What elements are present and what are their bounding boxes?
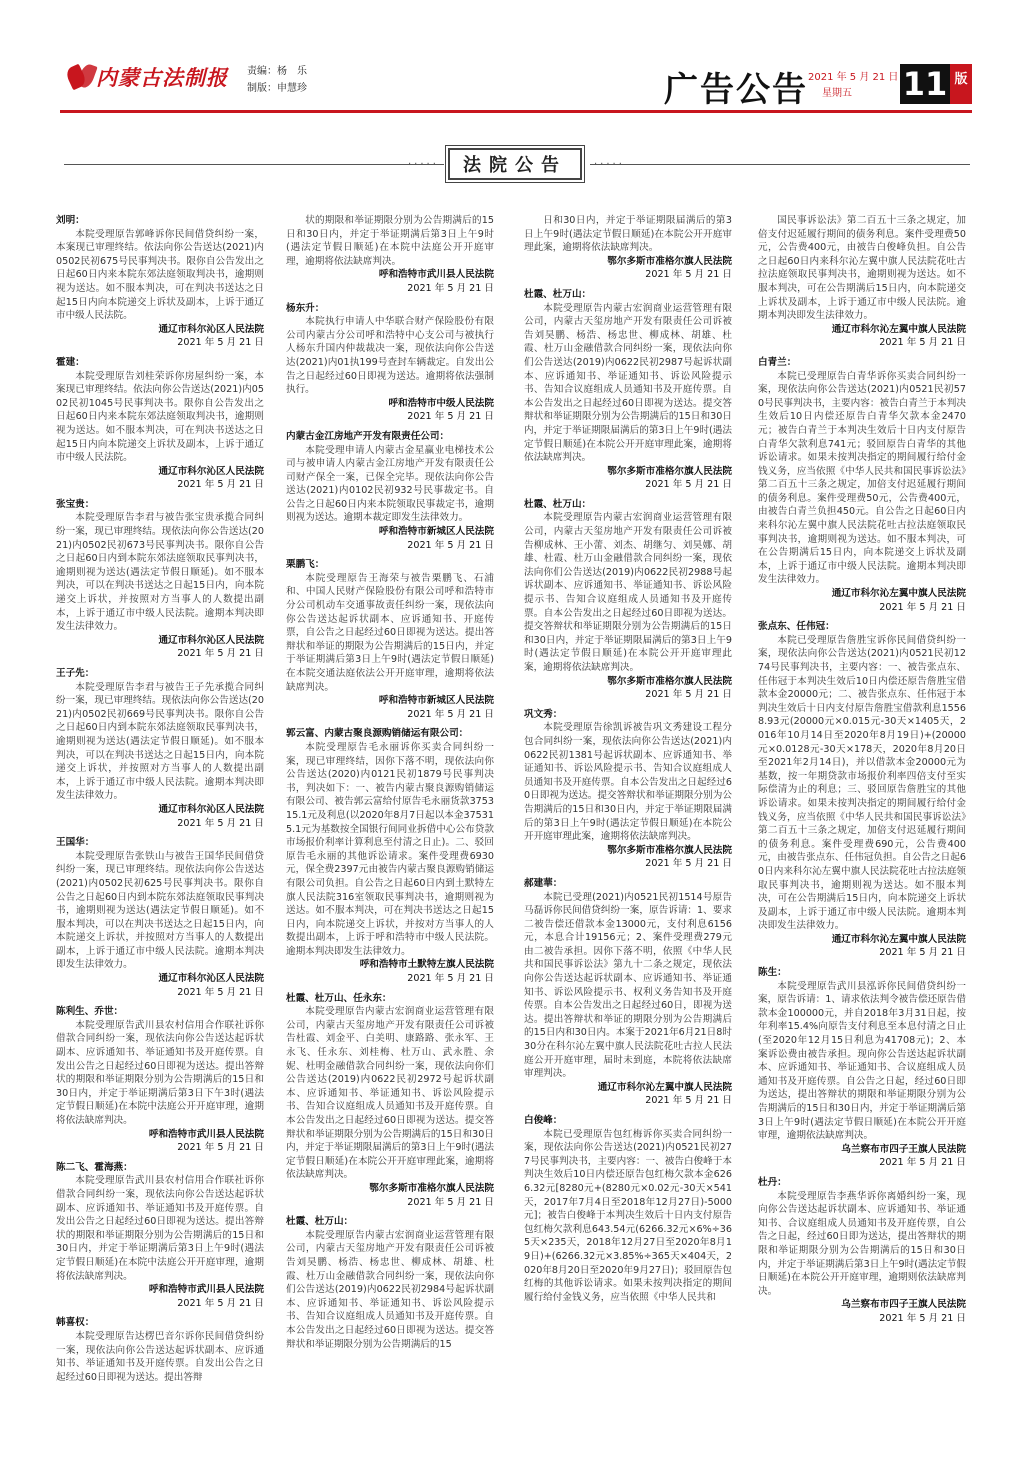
- notice-body: 本院受理申请人内蒙古金星赢业电梯技术公司与被申请人内蒙古金江房地产开发有限责任公司财产保全一案，已保全完毕。现依法向你公告送达(2021)内0102民初932号民事裁定书。自公告之日起60日内来本院领取民事裁定书，逾期则视为送达。逾期本裁定即发生法律效力。: [286, 444, 494, 524]
- column-2: [286, 214, 494, 1474]
- court-notice: [286, 558, 494, 721]
- notice-body: 本院受理原告毛永丽诉你买卖合同纠纷一案，现已审理终结，因你下落不明，现依法向你公告送达(2020)内0121民初1879号民事判决书，判决如下：一、被告内蒙古聚良源购销储运有限公司、被告郭云富给付原告毛永丽货款375315.1元及利息(以2020年8月7日起以本金375315.1元为基数按全国银行间同业拆借中心公布贷款市场报价利率计算利息至付清之日止)。二、驳回原告毛永丽的其他诉讼请求。案件受理费6930元，保全费2397元由被告内蒙古聚良源购销储运有限公司负担。自公告之日起60日内到土默特左旗人民法院316室领取民事判决书，逾期则视为送达。如不服本判决，可在判决书送达之日起15日内，向本院递交上诉状，并按对方当事人的人数提出副本，上诉于呼和浩特市中级人民法院。逾期本判决即发生法律效力。: [286, 741, 494, 957]
- court-notice: [524, 708, 732, 871]
- notice-addressee: 张宝贵：: [56, 498, 95, 510]
- issue-date-box: [808, 70, 899, 104]
- notice-court: 呼和浩特市中级人民法院: [388, 397, 494, 409]
- court-notice: [758, 966, 966, 1170]
- court-notice: [524, 498, 732, 702]
- court-notice: [524, 288, 732, 492]
- notice-body: 状的期限和举证期限分别为公告期满后的15日和30日内，并定于举证期满后第3日上午9时(遇法定节假日顺延)在本院中法庭公开开庭审理，逾期将依法缺席判决。: [286, 215, 494, 267]
- notice-date: 2021 年 5 月 21 日: [879, 1312, 966, 1324]
- court-notice: [758, 356, 966, 614]
- banner-dots-left: ·····: [408, 159, 439, 170]
- notice-addressee: 白俊峰：: [524, 1115, 563, 1126]
- notice-date: 2021 年 5 月 21 日: [177, 817, 264, 829]
- notice-date: 2021 年 5 月 21 日: [407, 539, 494, 551]
- producer-line: 制版：申慧珍: [247, 83, 307, 94]
- notice-court: 乌兰察布市四子王旗人民法院: [841, 1299, 966, 1311]
- notice-addressee: 杜霞、杜万山、任永东：: [286, 992, 392, 1004]
- court-notice: [758, 620, 966, 960]
- notice-addressee: 王国华：: [56, 837, 95, 849]
- court-notice: [56, 498, 264, 661]
- newspaper-logo: [66, 60, 228, 94]
- notice-date: 2021 年 5 月 21 日: [879, 1157, 966, 1169]
- column-4: [758, 214, 966, 1474]
- court-notice: [524, 877, 732, 1108]
- court-notice: [56, 356, 264, 492]
- issue-weekday: 星期五: [822, 88, 852, 99]
- notice-court: 鄂尔多斯市准格尔旗人民法院: [369, 1182, 494, 1194]
- notice-addressee: 杨东升：: [286, 302, 325, 314]
- section-banner: 法院公告: [448, 148, 582, 180]
- notice-date: 2021 年 5 月 21 日: [879, 947, 966, 959]
- notice-body: 日和30日内，并定于举证期限届满后的第3日上午9时(遇法定节假日顺延)在本院公开开庭审理此案，逾期将依法缺席判决。: [524, 215, 732, 254]
- notice-addressee: 陈生：: [758, 967, 787, 979]
- issue-date: 2021 年 5 月 21 日: [808, 72, 899, 83]
- notice-date: 2021 年 5 月 21 日: [177, 1297, 264, 1309]
- notice-body: 本院受理原告刘桂荣诉你房屋纠纷一案，本案现已审理终结。依法向你公告送达(2021)内0502民初1045号民事判决书。限你自公告发出之日起60日内来本院东郊法庭领取判决书，逾期则视为送达。如不服本判决，可在判决书送达之日起15日内向本院递交上诉状及副本，上诉于通辽市中级人民法院。: [56, 370, 264, 464]
- notice-body: 本院受理原告内蒙古宏润商业运营管理有限公司，内蒙古天玺房地产开发有限责任公司诉被告杜霞、刘金平、白美明、康路路、张永军、王永飞、任永东、刘桂梅、杜万山、武永胜、余妮、杜明金融借款合同纠纷一案，现依法向你们公告送达(2019)内0622民初2972号起诉状副本、应诉通知书、举证通知书、诉讼风险提示书、告知合议庭组成人员通知书及开庭传票。自本公告发出之日起经过60日即视为送达。提交答辩状和举证期限分别为公告期满后的15日和30日内，并定于举证期限届满后的第3日上午9时(遇法定节假日顺延)在本院公开开庭审理此案，逾期将依法缺席判决。: [286, 1006, 494, 1181]
- notice-court: 通辽市科尔沁区人民法院: [158, 634, 264, 646]
- notice-addressee: 郝建華：: [524, 877, 563, 889]
- banner-rule-right: [590, 164, 970, 165]
- notice-date: 2021 年 5 月 21 日: [645, 858, 732, 870]
- page-label: 版: [950, 64, 972, 104]
- notice-court: 呼和浩特市土默特左旗人民法院: [359, 959, 494, 971]
- notice-addressee: 巩文秀：: [524, 708, 563, 720]
- court-notice: [286, 302, 494, 424]
- banner-dots-right: ·····: [594, 159, 625, 170]
- notice-court: 通辽市科尔沁左翼中旗人民法院: [831, 588, 966, 600]
- notice-date: 2021 年 5 月 21 日: [879, 337, 966, 349]
- notice-addressee: 韩喜权：: [56, 1317, 95, 1329]
- court-notice: [286, 430, 494, 552]
- notice-body: 本院受理原告李君与被告张宝贵承揽合同纠纷一案，现已审理终结。现依法向你公告送达(2021)内0502民初673号民事判决书。限你自公告之日起60日内到本院东郊法庭领取民事判决书，逾期则视为送达(遇法定节假日顺延)。如不服本判决，可以在判决书送达之日起15日内，向本院递交上诉状，并按照对方当事人的人数提出副本，上诉于通辽市中级人民法院。逾期本判决即发生法律效力。: [56, 512, 264, 633]
- notice-date: 2021 年 5 月 21 日: [645, 1095, 732, 1107]
- notice-addressee: 栗鹏飞：: [286, 559, 325, 571]
- notice-court: 通辽市科尔沁区人民法院: [158, 973, 264, 985]
- notice-date: 2021 年 5 月 21 日: [407, 708, 494, 720]
- notice-addressee: 杜霞、杜万山：: [286, 1216, 354, 1228]
- court-notice: [56, 214, 264, 350]
- notice-body: 本院受理原告内蒙古宏润商业运营管理有限公司，内蒙古天玺房地产开发有限责任公司诉被告柳成林、王小蕾、刘杰、胡继匀、刘昊娜、胡雄、杜霞、杜万山金融借款合同纠纷一案，现依法向你们公告送达(2019)内0622民初2988号起诉状副本、应诉通知书、举证通知书、诉讼风险提示书、告知合议庭组成人员通知书及开庭传票。自本公告发出之日起经过60日即视为送达。提交答辩状和举证期限分别为公告期满后的15日和30日内，并定于举证期限届满后的第3日上午9时(遇法定节假日顺延)在本院公开开庭审理此案，逾期将依法缺席判决。: [524, 512, 732, 673]
- court-notice: [56, 1161, 264, 1311]
- notice-body: 本院受理原告内蒙古宏润商业运营管理有限公司，内蒙古天玺房地产开发有限责任公司诉被告刘昊鹏、杨浩、杨忠世、柳成林、胡雄、杜霞、杜万山金融借款合同纠纷一案，现依法向你们公告送达(2019)内0622民初2987号起诉状副本、应诉通知书、举证通知书、诉讼风险提示书、告知合议庭组成人员通知书及开庭传票。自本公告发出之日起经过60日即视为送达。提交答辩状和举证期限分别为公告期满后的15日和30日内，并定于举证期限届满后的第3日上午9时(遇法定节假日顺延)在本院公开开庭审理此案，逾期将依法缺席判决。: [524, 302, 732, 464]
- notice-date: 2021 年 5 月 21 日: [879, 601, 966, 613]
- logo-emblem-icon: [66, 62, 92, 92]
- notice-date: 2021 年 5 月 21 日: [645, 479, 732, 491]
- notice-body: 本院受理原告武川县农村信用合作联社诉你借款合同纠纷一案，现依法向你公告送达起诉状副本、应诉通知书、举证通知书及开庭传票。自发出公告之日起经过60日即视为送达。提出答辩状的期限和举证期限分别为公告期满后的15日和30日内，并定于举证期满后第3日上午9时(遇法定节假日顺延)在本院中法庭公开开庭审理，逾期将依法缺席判决。: [56, 1175, 264, 1282]
- notice-date: 2021 年 5 月 21 日: [177, 986, 264, 998]
- notice-court: 鄂尔多斯市准格尔旗人民法院: [607, 465, 732, 477]
- notice-date: 2021 年 5 月 21 日: [177, 648, 264, 660]
- notice-addressee: 刘明：: [56, 215, 85, 226]
- notice-addressee: 杜丹：: [758, 1176, 787, 1188]
- editor-line: 责编：杨 乐: [247, 66, 307, 77]
- editor-credits: [247, 63, 307, 97]
- notice-body: 本院受理原告武川县农村信用合作联社诉你借款合同纠纷一案，现依法向你公告送达起诉状副本、应诉通知书、举证通知书及开庭传票。自发出公告之日起经过60日即视为送达。提出答辩状的期限和举证期限分别为公告期满后的15日和30日内，并定于举证期满后第3日下午3时(遇法定节假日顺延)在本院中法庭公开开庭审理，逾期将依法缺席判决。: [56, 1019, 264, 1126]
- notice-addressee: 王子先：: [56, 668, 95, 679]
- notice-court: 呼和浩特市武川县人民法院: [378, 269, 494, 281]
- column-3: [524, 214, 732, 1474]
- notice-body: 本院已受理原告包红梅诉你买卖合同纠纷一案，现依法向你公告送达(2021)内0521民初277号民事判决书，主要内容：一、被告白俊峰于本判决生效后10日内偿还原告包红梅欠款本金6266.32元[8280元+(8280元×0.02元-30天×541天，2017年7月4日至2018年12月27日)-5000元]；被告白俊峰于本判决生效后十日内支付原告包红梅欠款利息643.54元(6266.32元×6%÷365天×235天，2018年12月27日至2020年8月19日)+(6266.32元×3.85%÷365天×404天，2020年8月20日至2020年9月27日)；驳回原告包红梅的其他诉讼请求。如果未按判决指定的期间履行给付金钱义务，应当依照《中华人民共和: [524, 1128, 732, 1303]
- court-notice: [56, 667, 264, 830]
- notice-court: 鄂尔多斯市准格尔旗人民法院: [607, 675, 732, 687]
- notice-body: 国民事诉讼法》第二百五十三条之规定，加倍支付迟延履行期间的债务利息。案件受理费50元，公告费400元，由被告白俊峰负担。自公告之日起60日内来科尔沁左翼中旗人民法院花吐古拉法庭领取民事判决书，逾期则视为送达。如不服本判决，可在公告期满后15日内，向本院递交上诉状及副本，上诉于通辽市中级人民法院。逾期本判决即发生法律效力。: [758, 215, 966, 322]
- court-notice: [286, 727, 494, 985]
- notice-date: 2021 年 5 月 21 日: [407, 973, 494, 985]
- court-notice: [524, 214, 732, 282]
- notice-addressee: 张点东、任伟冠：: [758, 621, 835, 633]
- notice-body: 本院受理原告李燕华诉你离婚纠纷一案，现向你公告送达起诉状副本、应诉通知书、举证通知书、合议庭组成人员通知书及开庭传票，自公告之日起，经过60日即为送达，提出答辩状的期限和举证期限分别为公告期满后的15日和30日内，并定于举证期满后第3日上午9时(遇法定节假日顺延)在本院公开开庭审理，逾期则依法缺席判决。: [758, 1190, 966, 1297]
- notice-body: 本院受理原告武川县泓诉你民间借贷纠纷一案，原告诉请：1、请求依法判令被告偿还原告借款本金100000元，并自2018年3月31日起，按年利率15.4%向原告支付利息至本息付清之日止(至2020年12月15日利息为41708元)；2、本案诉讼费由被告承担。现向你公告送达起诉状副本、应诉通知书、举证通知书、合议庭组成人员通知书及开庭传票。自公告之日起，经过60日即为送达，提出答辩状的期限和举证期限分别为公告期满后的15日和30日内，并定于举证期满后第3日上午9时(遇法定节假日顺延)在本院公开开庭审理，逾期依法缺席判决。: [758, 980, 966, 1142]
- masthead-rule: [60, 110, 972, 113]
- notice-date: 2021 年 5 月 21 日: [407, 1196, 494, 1208]
- court-notice: [56, 1005, 264, 1155]
- notice-addressee: 陈利生、乔世：: [56, 1006, 124, 1018]
- section-title: 广告公告: [664, 70, 808, 110]
- court-notice: [524, 1114, 732, 1304]
- notice-addressee: 杜霞、杜万山：: [524, 498, 592, 510]
- notice-addressee: 内蒙古金江房地产开发有限责任公司：: [286, 430, 450, 442]
- notice-body: 本院受理原告张铁山与被告王国华民间借贷纠纷一案，现已审理终结。现依法向你公告送达(2021)内0502民初625号民事判决书。限你自公告之日起60日内到本院东郊法庭领取民事判决书，逾期则视为送达(遇法定节假日顺延)。如不服本判决，可以在判决书送达之日起15日内，向本院递交上诉状，并按照对方当事人的人数提出副本，上诉于通辽市中级人民法院。逾期本判决即发生法律效力。: [56, 850, 264, 971]
- notice-body: 本院受理原告内蒙古宏润商业运营管理有限公司，内蒙古天玺房地产开发有限责任公司诉被告刘昊鹏、杨浩、杨忠世、柳成林、胡雄、杜霞、杜万山金融借款合同纠纷一案，现依法向你们公告送达(2019)内0622民初2984号起诉状副本、应诉通知书、举证通知书、诉讼风险提示书、告知合议庭组成人员通知书及开庭传票。自本公告发出之日起经过60日即视为送达。提交答辩状和举证期限分别为公告期满后的15: [286, 1229, 494, 1350]
- notice-court: 鄂尔多斯市准格尔旗人民法院: [607, 255, 732, 267]
- notice-body: 本院已受理原告白青华诉你买卖合同纠纷一案，现依法向你公告送达(2021)内0521民初570号民事判决书，主要内容：被告白青兰于本判决生效后10日内偿还原告白青华欠款本金2470元；被告白青兰于本判决生效后十日内支付原告白青华欠款利息741元；驳回原告白青华的其他诉讼请求。如果未按判决指定的期间履行给付金钱义务，应当依照《中华人民共和国民事诉讼法》第二百五十三条之规定，加倍支付迟延履行期间的债务利息。案件受理费50元，公告费400元，由被告白青兰负担450元。自公告之日起60日内来科尔沁左翼中旗人民法院花吐古拉法庭领取民事判决书，逾期则视为送达。如不服本判决，可在公告期满后15日内，向本院递交上诉状及副本，上诉于通辽市中级人民法院。逾期本判决即发生法律效力。: [758, 370, 966, 586]
- banner-rule-left: [64, 164, 444, 165]
- notice-body: 本院已受理原告詹胜宝诉你民间借贷纠纷一案，现依法向你公告送达(2021)内0521民初1274号民事判决书，主要内容：一、被告张点东、任伟冠于本判决生效后10日内偿还原告詹胜宝借款本金20000元；二、被告张点东、任伟冠于本判决生效后十日内支付原告詹胜宝借款利息15568.93元(20000元×0.015元-30天×1405天，2016年10月14日至2020年8月19日)+(20000元×0.0128元-30天×178天，2020年8月20日至2021年2月14日)，并以借款本金20000元为基数，按一年期贷款市场报价利率四倍支付至实际偿清为止的利息；三、驳回原告詹胜宝的其他诉讼请求。如果未按判决指定的期间履行给付金钱义务，应当依照《中华人民共和国民事诉讼法》第二百五十三条之规定，加倍支付迟延履行期间的债务利息。案件受理费690元，公告费400元，由被告张点东、任伟冠负担。自公告之日起60日内来科尔沁左翼中旗人民法院花吐古拉法庭领取民事判决书，逾期则视为送达。如不服本判决，可在公告期满后15日内，向本院递交上诉状及副本，上诉于通辽市中级人民法院。逾期本判决即发生法律效力。: [758, 634, 966, 932]
- notice-addressee: 郭云富、内蒙古聚良源购销储运有限公司：: [286, 728, 469, 740]
- notice-court: 通辽市科尔沁左翼中旗人民法院: [831, 933, 966, 945]
- court-notice: [758, 214, 966, 350]
- column-1: [56, 214, 264, 1474]
- notice-date: 2021 年 5 月 21 日: [177, 1142, 264, 1154]
- notice-body: 本院受理原告郭峰诉你民间借贷纠纷一案，本案现已审理终结。依法向你公告送达(2021)内0502民初675号民事判决书。限你自公告发出之日起60日内来本院东郊法庭领取判决书，逾期则视为送达。如不服本判决，可在判决书送达之日起15日内向本院递交上诉状及副本，上诉于通辽市中级人民法院。: [56, 228, 264, 322]
- notice-addressee: 霍建：: [56, 356, 85, 368]
- notice-date: 2021 年 5 月 21 日: [645, 269, 732, 281]
- notice-court: 鄂尔多斯市准格尔旗人民法院: [607, 844, 732, 856]
- notice-date: 2021 年 5 月 21 日: [177, 337, 264, 349]
- court-notice: [286, 214, 494, 296]
- notice-body: 本院受理原告王海荣与被告栗鹏飞、石浦和、中国人民财产保险股份有限公司呼和浩特市分公司机动车交通事故责任纠纷一案，现依法向你公告送达起诉状副本、应诉通知书、开庭传票，自公告之日起经过60日即视为送达。提出答辩状和举证的期限为公告期满后的15日内，并定于举证期满后第3日上午9时(遇法定节假日顺延)在本院交通法庭依法公开开庭审理，逾期将依法缺席判决。: [286, 572, 494, 693]
- notice-court: 乌兰察布市四子王旗人民法院: [841, 1143, 966, 1155]
- notice-addressee: 陈二飞、霍海燕：: [56, 1161, 133, 1173]
- notice-court: 通辽市科尔沁区人民法院: [158, 465, 264, 477]
- masthead: [0, 0, 1024, 118]
- notice-court: 通辽市科尔沁左翼中旗人民法院: [597, 1081, 732, 1093]
- notice-court: 通辽市科尔沁左翼中旗人民法院: [831, 323, 966, 335]
- notice-court: 呼和浩特市新城区人民法院: [378, 695, 494, 707]
- page-number: 11: [900, 64, 950, 104]
- notice-date: 2021 年 5 月 21 日: [407, 411, 494, 423]
- notice-date: 2021 年 5 月 21 日: [645, 689, 732, 701]
- notice-body: 本院执行申请人中华联合财产保险股份有限公司内蒙古分公司呼和浩特中心支公司与被执行人杨东升国内仲裁裁决一案，现依法向你公告送达(2021)内01执199号查封车辆裁定。自发出公告之日起经过60日即视为送达。逾期将依法强制执行。: [286, 316, 494, 396]
- court-notice: [286, 992, 494, 1210]
- court-notice: [286, 1215, 494, 1351]
- notice-date: 2021 年 5 月 21 日: [177, 479, 264, 491]
- logo-text: 内蒙古法制报: [96, 65, 228, 90]
- notice-body: 本院已受理(2021)内0521民初1514号原告马磊诉你民间借贷纠纷一案，原告诉请：1、要求二被告偿还借款本金13000元，支付利息6156元，本息合计19156元；2、案件受理费279元由二被告承担。因你下落不明，依照《中华人民共和国民事诉讼法》第九十二条之规定，现依法向你公告送达起诉状副本、应诉通知书、举证通知书、诉讼风险提示书、权利义务告知书及开庭传票。自本公告发出之日起经过60日，即视为送达。提出答辩状和举证的期限分别为公告期满后的15日内和30日内。本案于2021年6月21日8时30分在科尔沁左翼中旗人民法院花吐古拉人民法庭公开开庭审理，届时未到庭，本院将依法缺席审理判决。: [524, 891, 732, 1080]
- notice-addressee: 杜霞、杜万山：: [524, 288, 592, 300]
- notice-body: 本院受理原告达楞巴音尔诉你民间借贷纠纷一案，现依法向你公告送达起诉状副本、应诉通知书、举证通知书及开庭传票。自发出公告之日起经过60日即视为送达。提出答辩: [56, 1330, 264, 1383]
- court-notice: [56, 836, 264, 999]
- court-notice: [56, 1316, 264, 1384]
- notice-body: 本院受理原告徐凯诉被告巩文秀建设工程分包合同纠纷一案，现依法向你公告送达(2021)内0622民初1381号起诉状副本、应诉通知书、举证通知书、诉讼风险提示书、告知合议庭组成人员通知书及开庭传票。自本公告发出之日起经过60日即视为送达。提交答辩状和举证期限分别为公告期满后的15日和30日内，并定于举证期限届满后的第3日上午9时(遇法定节假日顺延)在本院公开开庭审理此案，逾期将依法缺席判决。: [524, 722, 732, 843]
- court-notice: [758, 1176, 966, 1326]
- notice-court: 呼和浩特市武川县人民法院: [148, 1284, 264, 1296]
- notice-court: 呼和浩特市武川县人民法院: [148, 1128, 264, 1140]
- notice-court: 呼和浩特市新城区人民法院: [378, 526, 494, 538]
- notice-court: 通辽市科尔沁区人民法院: [158, 323, 264, 335]
- notice-court: 通辽市科尔沁区人民法院: [158, 803, 264, 815]
- notice-addressee: 白青兰：: [758, 356, 797, 368]
- notice-date: 2021 年 5 月 21 日: [407, 282, 494, 294]
- notice-body: 本院受理原告李君与被告王子先承揽合同纠纷一案，现已审理终结。现依法向你公告送达(2021)内0502民初669号民事判决书。限你自公告之日起60日内到本院东郊法庭领取民事判决书，逾期则视为送达(遇法定节假日顺延)。如不服本判决，可以在判决书送达之日起15日内，向本院递交上诉状，并按照对方当事人的人数提出副本，上诉于通辽市中级人民法院。逾期本判决即发生法律效力。: [56, 681, 264, 802]
